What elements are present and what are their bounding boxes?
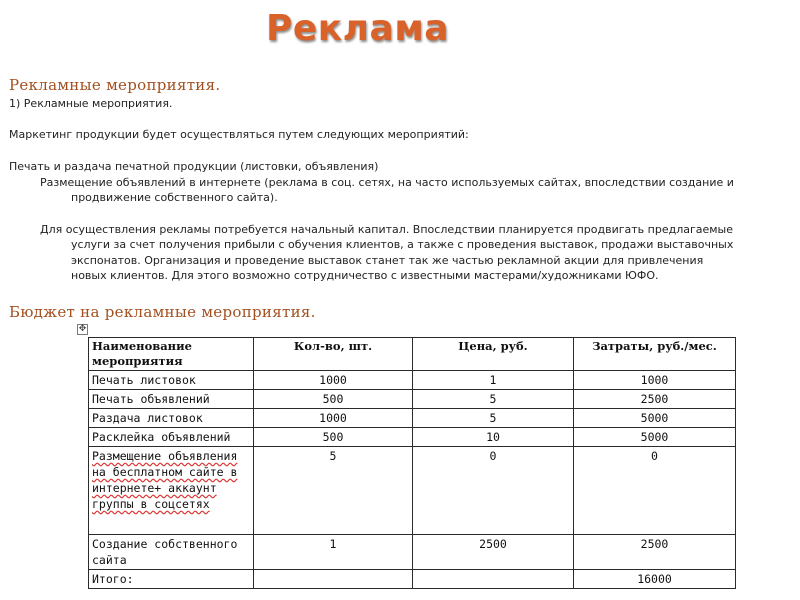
- cell-name: Создание собственного сайта: [89, 535, 254, 570]
- measure-internet: Размещение объявлений в интернете (реклама в соц. сетях, на часто используемых сайтах, впоследствии создание и продвижение собственного сайта).: [40, 176, 734, 205]
- measure-printing: Печать и раздача печатной продукции (листовки, объявления): [9, 160, 379, 173]
- cell-name-text: Размещение объявления на бесплатном сайте в интернете+ аккаунт группы в соцсетях: [92, 449, 238, 511]
- cell-name: Печать объявлений: [89, 390, 254, 409]
- table-move-handle-icon[interactable]: ✥: [78, 324, 87, 334]
- cell-cost: 2500: [574, 390, 736, 409]
- budget-table: [88, 337, 736, 589]
- cell-price: 10: [413, 428, 574, 447]
- table-row: [89, 535, 736, 570]
- cell-price: 5: [413, 390, 574, 409]
- cell-price: 1: [413, 371, 574, 390]
- header-cost: Затраты, руб./мес.: [574, 338, 736, 371]
- total-value: 16000: [574, 570, 736, 589]
- table-row: [89, 409, 736, 428]
- cell-cost: 5000: [574, 409, 736, 428]
- cell-quantity: 1000: [254, 371, 413, 390]
- header-name: Наименование мероприятия: [89, 338, 254, 371]
- table-total-row: [89, 570, 736, 589]
- table-row: [89, 390, 736, 409]
- cell-name: Раздача листовок: [89, 409, 254, 428]
- cell-quantity: 1000: [254, 409, 413, 428]
- page-title: Реклама: [265, 8, 450, 49]
- intro-text: Маркетинг продукции будет осуществляться путем следующих мероприятий:: [9, 128, 469, 141]
- cell-price: 2500: [413, 535, 574, 570]
- cell-cost: 2500: [574, 535, 736, 570]
- cell-empty: [254, 570, 413, 589]
- cell-price: 0: [413, 447, 574, 535]
- cell-name: Расклейка объявлений: [89, 428, 254, 447]
- total-label: Итого:: [89, 570, 254, 589]
- cell-quantity: 500: [254, 390, 413, 409]
- cell-name: [89, 447, 254, 535]
- cell-name: Печать листовок: [89, 371, 254, 390]
- cell-quantity: 500: [254, 428, 413, 447]
- table-row: [89, 428, 736, 447]
- table-row: [89, 371, 736, 390]
- section-heading-budget: Бюджет на рекламные мероприятия.: [9, 303, 316, 321]
- cell-cost: 5000: [574, 428, 736, 447]
- capital-paragraph: Для осуществления рекламы потребуется начальный капитал. Впоследствии планируется продвигать предлагаемые услуги за счет получения прибыли с обучения клиентов, а также с проведения выставок, продажи выставочных экспонатов. Организация и проведение выставок станет так же частью рекламной акции для привлечения новых клиентов. Для этого возможно сотрудничество с известными мастерами/художниками ЮФО.: [40, 223, 734, 283]
- cell-quantity: 5: [254, 447, 413, 535]
- table-header-row: [89, 338, 736, 371]
- cell-cost: 1000: [574, 371, 736, 390]
- header-price: Цена, руб.: [413, 338, 574, 371]
- cell-cost: 0: [574, 447, 736, 535]
- list-item-advertising: 1) Рекламные мероприятия.: [9, 97, 173, 110]
- header-quantity: Кол-во, шт.: [254, 338, 413, 371]
- cell-price: 5: [413, 409, 574, 428]
- cell-empty: [413, 570, 574, 589]
- table-row: [89, 447, 736, 535]
- section-heading-advertising: Рекламные мероприятия.: [9, 76, 221, 94]
- cell-quantity: 1: [254, 535, 413, 570]
